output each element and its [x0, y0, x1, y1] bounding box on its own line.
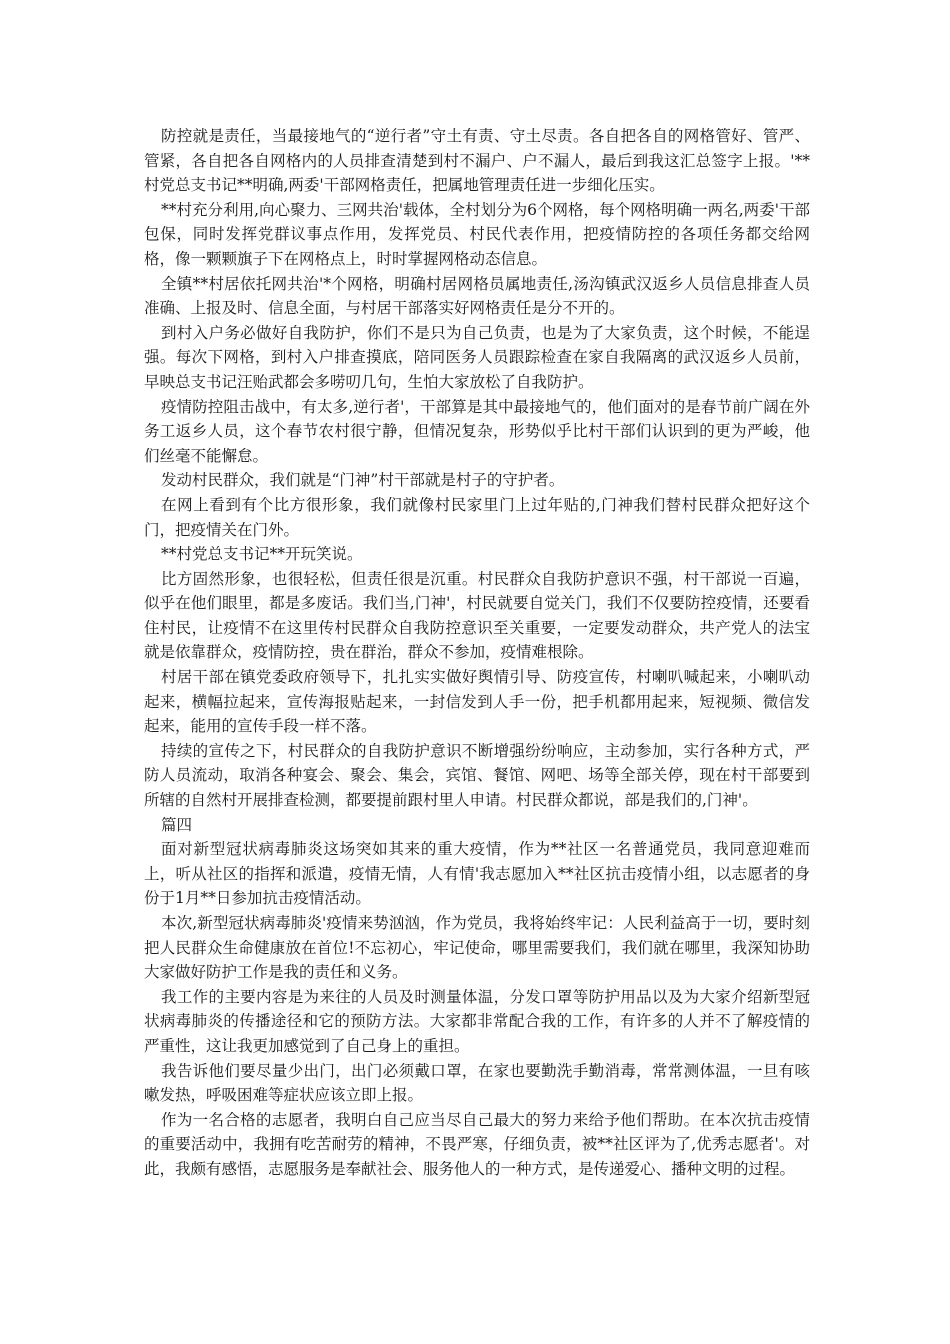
document-body: [144, 124, 810, 1182]
paragraph: 持续的宣传之下，村民群众的自我防护意识不断增强纷纷响应，主动参加，实行各种方式，严防人员流动，取消各种宴会、聚会、集会，宾馆、餐馆、网吧、场等全部关停，现在村干部要到所辖的自然村开展排查检测，都要提前跟村里人申请。村民群众都说，部是我们的,门神'。: [144, 741, 810, 810]
paragraph: 面对新型冠状病毒肺炎这场突如其来的重大疫情，作为**社区一名普通党员，我同意迎难而上，听从社区的指挥和派遣，疫情无情，人有情'我志愿加入**社区抗击疫情小组，以志愿者的身份于1月**日参加抗击疫情活动。: [144, 840, 810, 908]
paragraph: 我告诉他们要尽量少出门，出门必须戴口罩，在家也要勤洗手勤消毒，常常测体温，一旦有咳嗽发热，呼吸困难等症状应该立即上报。: [144, 1061, 810, 1105]
paragraph: 全镇**村居依托网共治'*个网格，明确村居网格员属地责任,汤沟镇武汉返乡人员信息排查人员准确、上报及时、信息全面，与村居干部落实好网格责任是分不开的。: [144, 274, 810, 318]
paragraph: 比方固然形象，也很轻松，但责任很是沉重。村民群众自我防护意识不强，村干部说一百遍，似乎在他们眼里，都是多废话。我们当,门神'，村民就要自觉关门，我们不仅要防控疫情，还要看住村民，让疫情不在这里传村民群众自我防控意识至关重要，一定要发动群众，共产党人的法宝就是依靠群众，疫情防控，贵在群治，群众不参加，疫情难根除。: [144, 569, 810, 662]
paragraph: 发动村民群众，我们就是“门神”村干部就是村子的守护者。: [161, 471, 565, 490]
paragraph: 疫情防控阻击战中，有太多,逆行者'，干部算是其中最接地气的，他们面对的是春节前广阔在外务工返乡人员，这个春节农村很宁静，但情况复杂，形势似乎比村干部们认识到的更为严峻，他们丝毫不能懈怠。: [144, 397, 810, 465]
paragraph: 本次,新型冠状病毒肺炎'疫情来势汹汹，作为党员，我将始终牢记：人民利益高于一切，要时刻把人民群众生命健康放在首位!不忘初心，牢记使命，哪里需要我们，我们就在哪里，我深知协助大家做好防护工作是我的责任和义务。: [144, 914, 810, 982]
paragraph: 我工作的主要内容是为来往的人员及时测量体温，分发口罩等防护用品以及为大家介绍新型冠状病毒肺炎的传播途径和它的预防方法。大家都非常配合我的工作，有许多的人并不了解疫情的严重性，这让我更加感觉到了自己身上的重担。: [144, 987, 810, 1055]
section-heading: 篇四: [161, 815, 193, 834]
paragraph: **村党总支书记**开玩笑说。: [161, 545, 363, 564]
paragraph: **村充分利用,向心聚力、三网共治'载体，全村划分为6个网格，每个网格明确一两名,两委'干部包保，同时发挥党群议事点作用，发挥党员、村民代表作用，把疫情防控的各项任务都交给网格，像一颗颗旗子下在网格点上，时时掌握网格动态信息。: [144, 200, 810, 268]
paragraph: 防控就是责任，当最接地气的“逆行者”守土有责、守土尽责。各自把各自的网格管好、管严、管紧，各自把各自网格内的人员排查清楚到村不漏户、户不漏人，最后到我这汇总签字上报。'**村党总支书记**明确,两委'干部网格责任，把属地管理责任进一步细化压实。: [144, 127, 810, 195]
paragraph: 村居干部在镇党委政府领导下，扎扎实实做好舆情引导、防疫宣传，村喇叭喊起来，小喇叭动起来，横幅拉起来，宣传海报贴起来，一封信发到人手一份，把手机都用起来，短视频、微信发起来，能用的宣传手段一样不落。: [144, 668, 810, 736]
paragraph: 作为一名合格的志愿者，我明白自己应当尽自己最大的努力来给予他们帮助。在本次抗击疫情的重要活动中，我拥有吃苦耐劳的精神，不畏严寒，仔细负责，被**社区评为了,优秀志愿者'。对此，我颇有感悟，志愿服务是奉献社会、服务他人的一种方式，是传递爱心、播种文明的过程。: [144, 1110, 810, 1178]
paragraph: 在网上看到有个比方很形象，我们就像村民家里门上过年贴的,门神我们替村民群众把好这个门，把疫情关在门外。: [144, 495, 810, 539]
paragraph: 到村入户务必做好自我防护，你们不是只为自己负责，也是为了大家负责，这个时候，不能逞强。每次下网格，到村入户排查摸底，陪同医务人员跟踪检查在家自我隔离的武汉返乡人员前，早映总支书记汪贻武都会多唠叨几句，生怕大家放松了自我防护。: [144, 323, 810, 391]
